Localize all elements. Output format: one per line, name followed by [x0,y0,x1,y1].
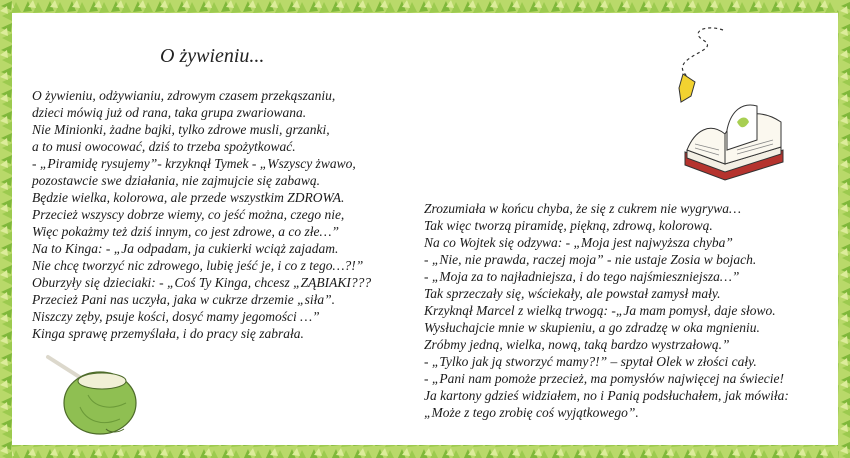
poem-line: Tak sprzeczały się, wściekały, ale powstał zamysł mały. [424,286,721,301]
poem-line: Wysłuchajcie mnie w skupieniu, a go zdradzę w oka mgnieniu. [424,320,760,335]
poem-line: - „Pani nam pomoże przecież, ma pomysłów najwięcej na świecie! [424,371,784,386]
poem-line: Przecież Pani nas uczyła, jaka w cukrze drzemie „siła”. [32,292,335,307]
poem-line: Nie Minionki, żadne bajki, tylko zdrowe musli, grzanki, [32,122,330,137]
poem-line: Zrozumiała w końcu chyba, że się z cukrem nie wygrywa… [424,201,741,216]
poem-line: Zróbmy jedną, wielka, nową, taką bardzo wystrzałową.” [424,337,730,352]
poem-line: pozostawcie swe działania, nie zajmujcie się zabawą. [32,173,320,188]
poem-line: - „Nie, nie prawda, raczej moja” - nie ustaje Zosia w bojach. [424,252,757,267]
poem-line: a to musi owocować, dziś to trzeba spożytkować. [32,139,296,154]
poem-line: Na to Kinga: - „Ja odpadam, ja cukierki wciąż zajadam. [32,241,339,256]
page-title: O żywieniu... [160,45,265,67]
poem-line: Na co Wojtek się odzywa: - „Moja jest najwyższa chyba” [424,235,733,250]
poem-line: - „Piramidę rysujemy”- krzyknął Tymek - „Wszyscy żwawo, [32,156,356,171]
coconut-icon [64,372,136,434]
flight-trail [682,28,723,82]
poem-line: Oburzyły się dzieciaki: - „Coś Ty Kinga, chcesz „ZĄBIAKI??? [32,275,372,290]
poem-right-column [424,200,789,421]
poem-line: Niszczy zęby, psuje kości, dosyć mamy jegomości …” [32,309,320,324]
book-icon [685,105,783,180]
poem-line: Nie chcę tworzyć nic zdrowego, lubię jeść je, i co z tego…?!” [32,258,364,273]
poem-line: „Może z tego zrobię coś wyjątkowego”. [424,405,639,420]
poem-line: Kinga sprawę przemyślała, i do pracy się zabrała. [32,326,304,341]
poem-line: Będzie wielka, kolorowa, ale przede wszystkim ZDROWA. [32,190,345,205]
poem-line: - „Tylko jak ją stworzyć mamy?!” – spytał Olek w złości cały. [424,354,757,369]
poem-left-column [32,87,371,342]
poem-line: Krzyknął Marcel z wielką trwogą: -„Ja mam pomysł, daje słowo. [424,303,776,318]
poem-line: Przecież wszyscy dobrze wiemy, co jeść można, czego nie, [32,207,345,222]
open-book-illustration [665,22,795,192]
poem-line: - „Moja za to najładniejsza, i do tego najśmieszniejsza…” [424,269,740,284]
coconut-drink-illustration [40,345,140,440]
poem-line: Więc pokażmy też dziś innym, co jest zdrowe, a co złe…” [32,224,339,239]
poem-line: O żywieniu, odżywianiu, zdrowym czasem przekąszaniu, [32,88,336,103]
poem-line: Ja kartony gdzieś widziałem, no i Panią podsłuchałem, jak mówiła: [424,388,789,403]
flying-page-icon [679,74,695,102]
poem-line: Tak więc tworzą piramidę, piękną, zdrową, kolorową. [424,218,713,233]
poem-line: dzieci mówią już od rana, taka grupa zwariowana. [32,105,307,120]
